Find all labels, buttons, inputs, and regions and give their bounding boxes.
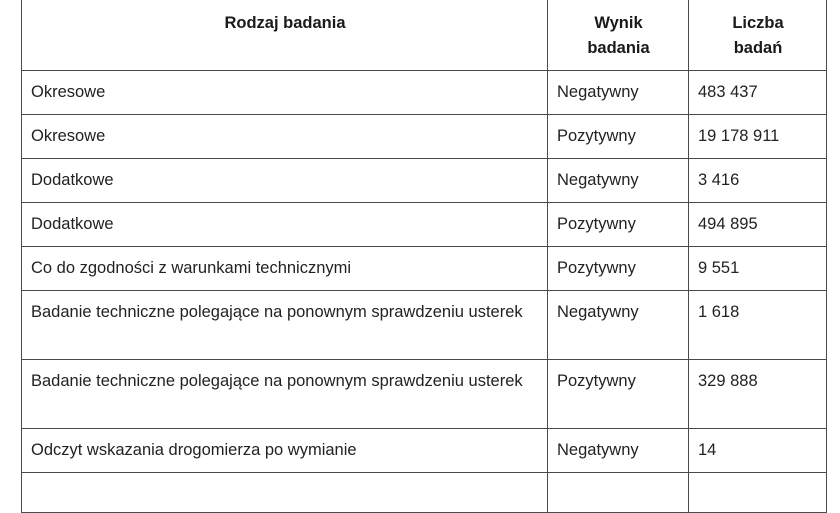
cell-count: 329 888	[689, 360, 827, 429]
table-row	[22, 115, 827, 159]
cell-result: Negatywny	[548, 71, 689, 115]
cell-count-empty	[689, 473, 827, 513]
table-row	[22, 291, 827, 360]
header-inspection-type: Rodzaj badania	[22, 0, 548, 71]
cell-result: Negatywny	[548, 159, 689, 203]
cell-count: 19 178 911	[689, 115, 827, 159]
cell-type: Dodatkowe	[22, 159, 548, 203]
cell-type: Badanie techniczne polegające na ponownym sprawdzeniu usterek	[22, 360, 548, 429]
cell-count: 1 618	[689, 291, 827, 360]
table-header-row	[22, 0, 827, 71]
table-row	[22, 159, 827, 203]
table-row	[22, 247, 827, 291]
cell-type: Okresowe	[22, 71, 548, 115]
cell-result: Pozytywny	[548, 247, 689, 291]
cell-count: 494 895	[689, 203, 827, 247]
cell-count: 14	[689, 429, 827, 473]
cell-result: Pozytywny	[548, 115, 689, 159]
table-row	[22, 429, 827, 473]
cell-count: 3 416	[689, 159, 827, 203]
cell-type: Okresowe	[22, 115, 548, 159]
header-inspection-count: Liczba badań	[689, 0, 827, 71]
table-row	[22, 360, 827, 429]
cell-type-empty	[22, 473, 548, 513]
cell-type: Co do zgodności z warunkami technicznymi	[22, 247, 548, 291]
table-row	[22, 203, 827, 247]
header-inspection-result: Wynik badania	[548, 0, 689, 71]
cell-type: Badanie techniczne polegające na ponownym sprawdzeniu usterek	[22, 291, 548, 360]
cell-result: Pozytywny	[548, 203, 689, 247]
cell-result: Pozytywny	[548, 360, 689, 429]
cell-count: 483 437	[689, 71, 827, 115]
inspection-table	[21, 0, 827, 513]
cell-result: Negatywny	[548, 291, 689, 360]
cell-result-empty	[548, 473, 689, 513]
cell-count: 9 551	[689, 247, 827, 291]
table-row-partial	[22, 473, 827, 513]
cell-result: Negatywny	[548, 429, 689, 473]
table-row	[22, 71, 827, 115]
cell-type: Dodatkowe	[22, 203, 548, 247]
inspection-table-container	[21, 0, 826, 513]
cell-type: Odczyt wskazania drogomierza po wymianie	[22, 429, 548, 473]
